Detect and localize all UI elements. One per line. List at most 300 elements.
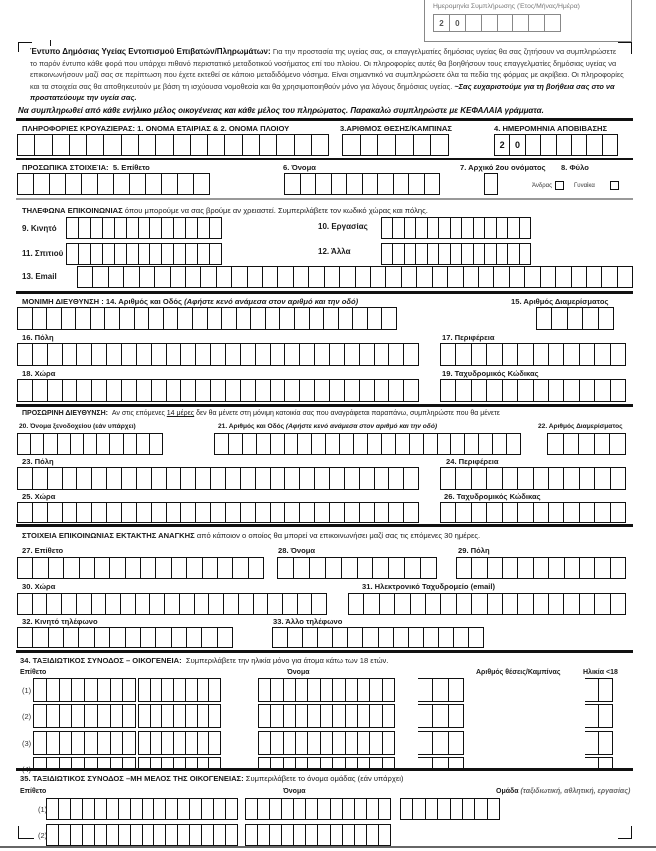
em-email-input[interactable] — [348, 593, 626, 615]
char-cell[interactable] — [123, 732, 136, 754]
char-cell[interactable] — [246, 799, 258, 819]
char-cell[interactable] — [111, 679, 124, 701]
char-cell[interactable] — [300, 503, 315, 522]
char-cell[interactable] — [451, 434, 465, 454]
char-cell[interactable] — [360, 503, 375, 522]
char-cell[interactable] — [534, 468, 549, 489]
char-cell[interactable] — [411, 594, 426, 614]
char-cell[interactable] — [396, 434, 410, 454]
char-cell[interactable] — [266, 308, 281, 329]
char-cell[interactable] — [130, 174, 146, 194]
middle-initial-input[interactable] — [484, 173, 498, 195]
char-cell[interactable] — [497, 244, 508, 264]
char-cell[interactable] — [48, 344, 63, 365]
em-city-input[interactable] — [456, 557, 626, 579]
char-cell[interactable] — [152, 344, 167, 365]
char-cell[interactable] — [580, 558, 595, 578]
char-cell[interactable] — [91, 308, 106, 329]
char-cell[interactable] — [599, 705, 613, 727]
char-cell[interactable] — [241, 468, 256, 489]
char-cell[interactable] — [174, 679, 186, 701]
char-cell[interactable] — [308, 705, 320, 727]
char-cell[interactable] — [47, 679, 60, 701]
em-mobile-input[interactable] — [17, 627, 233, 648]
char-cell[interactable] — [564, 344, 579, 365]
char-cell[interactable] — [210, 244, 222, 264]
char-cell[interactable] — [232, 267, 247, 287]
disembark-date-input[interactable] — [494, 134, 618, 156]
char-cell[interactable] — [611, 594, 626, 614]
surname-input[interactable] — [17, 173, 210, 195]
char-cell[interactable] — [462, 218, 473, 238]
char-cell[interactable] — [572, 267, 587, 287]
char-cell[interactable] — [330, 380, 345, 401]
char-cell[interactable] — [587, 267, 602, 287]
char-cell[interactable] — [260, 135, 277, 155]
char-cell[interactable] — [595, 594, 610, 614]
char-cell[interactable] — [140, 267, 155, 287]
char-cell[interactable] — [80, 558, 95, 578]
char-cell[interactable] — [324, 308, 339, 329]
char-cell[interactable] — [343, 135, 361, 155]
char-cell[interactable] — [556, 267, 571, 287]
char-cell[interactable] — [358, 705, 370, 727]
char-cell[interactable] — [172, 628, 187, 647]
char-cell[interactable] — [111, 705, 124, 727]
char-cell[interactable] — [174, 705, 186, 727]
char-cell[interactable] — [549, 558, 564, 578]
char-cell[interactable] — [389, 344, 404, 365]
char-cell[interactable] — [107, 799, 119, 819]
char-cell[interactable] — [83, 825, 95, 845]
char-cell[interactable] — [152, 503, 167, 522]
char-cell[interactable] — [271, 758, 283, 768]
char-cell[interactable] — [198, 705, 210, 727]
char-cell[interactable] — [441, 344, 456, 365]
char-cell[interactable] — [493, 434, 507, 454]
char-cell[interactable] — [82, 174, 98, 194]
char-cell[interactable] — [284, 758, 296, 768]
char-cell[interactable] — [155, 267, 170, 287]
char-cell[interactable] — [599, 758, 613, 768]
char-cell[interactable] — [167, 344, 182, 365]
char-cell[interactable] — [433, 758, 448, 768]
char-cell[interactable] — [18, 344, 33, 365]
char-cell[interactable] — [111, 758, 124, 768]
char-cell[interactable] — [349, 594, 364, 614]
char-cell[interactable] — [239, 594, 254, 614]
char-cell[interactable] — [226, 799, 238, 819]
family-age-input[interactable] — [585, 731, 613, 755]
char-cell[interactable] — [333, 628, 348, 647]
char-cell[interactable] — [58, 434, 71, 454]
char-cell[interactable] — [109, 267, 124, 287]
char-cell[interactable] — [583, 308, 598, 329]
family-surname-input[interactable] — [33, 731, 136, 755]
char-cell[interactable] — [107, 468, 122, 489]
char-cell[interactable] — [298, 594, 313, 614]
char-cell[interactable] — [98, 174, 114, 194]
char-cell[interactable] — [98, 679, 111, 701]
char-cell[interactable] — [202, 628, 217, 647]
char-cell[interactable] — [285, 174, 301, 194]
family-age-input[interactable] — [585, 704, 613, 728]
char-cell[interactable] — [226, 503, 241, 522]
char-cell[interactable] — [488, 799, 500, 819]
char-cell[interactable] — [195, 594, 210, 614]
char-cell[interactable] — [360, 380, 375, 401]
char-cell[interactable] — [394, 628, 409, 647]
char-cell[interactable] — [254, 594, 269, 614]
char-cell[interactable] — [233, 558, 248, 578]
char-cell[interactable] — [209, 758, 221, 768]
char-cell[interactable] — [325, 267, 340, 287]
char-cell[interactable] — [271, 705, 283, 727]
char-cell[interactable] — [72, 758, 85, 768]
char-cell[interactable] — [95, 628, 110, 647]
char-cell[interactable] — [283, 594, 298, 614]
char-cell[interactable] — [84, 434, 97, 454]
char-cell[interactable] — [34, 705, 47, 727]
char-cell[interactable] — [585, 705, 599, 727]
char-cell[interactable] — [271, 503, 286, 522]
char-cell[interactable] — [211, 380, 226, 401]
char-cell[interactable] — [259, 732, 271, 754]
char-cell[interactable] — [263, 267, 278, 287]
char-cell[interactable] — [603, 135, 618, 155]
char-cell[interactable] — [178, 308, 193, 329]
char-cell[interactable] — [123, 705, 136, 727]
char-cell[interactable] — [18, 503, 33, 522]
char-cell[interactable] — [333, 758, 345, 768]
char-cell[interactable] — [137, 503, 152, 522]
char-cell[interactable] — [466, 15, 482, 31]
char-cell[interactable] — [49, 558, 64, 578]
char-cell[interactable] — [162, 705, 174, 727]
char-cell[interactable] — [449, 732, 464, 754]
char-cell[interactable] — [191, 135, 208, 155]
char-cell[interactable] — [126, 558, 141, 578]
char-cell[interactable] — [383, 758, 395, 768]
char-cell[interactable] — [174, 135, 191, 155]
char-cell[interactable] — [284, 732, 296, 754]
char-cell[interactable] — [426, 594, 441, 614]
char-cell[interactable] — [347, 174, 363, 194]
family-surname-input-cont[interactable] — [138, 678, 221, 702]
char-cell[interactable] — [208, 308, 223, 329]
char-cell[interactable] — [85, 732, 98, 754]
char-cell[interactable] — [18, 174, 34, 194]
char-cell[interactable] — [404, 344, 419, 365]
char-cell[interactable] — [370, 679, 382, 701]
char-cell[interactable] — [71, 799, 83, 819]
char-cell[interactable] — [187, 558, 202, 578]
char-cell[interactable] — [296, 758, 308, 768]
char-cell[interactable] — [418, 705, 433, 727]
char-cell[interactable] — [487, 344, 502, 365]
char-cell[interactable] — [178, 825, 190, 845]
char-cell[interactable] — [77, 468, 92, 489]
char-cell[interactable] — [135, 308, 150, 329]
char-cell[interactable] — [333, 679, 345, 701]
char-cell[interactable] — [310, 558, 326, 578]
char-cell[interactable] — [585, 679, 599, 701]
char-cell[interactable] — [224, 594, 239, 614]
char-cell[interactable] — [122, 380, 137, 401]
char-cell[interactable] — [186, 705, 198, 727]
char-cell[interactable] — [326, 434, 340, 454]
char-cell[interactable] — [162, 679, 174, 701]
char-cell[interactable] — [141, 558, 156, 578]
char-cell[interactable] — [154, 799, 166, 819]
ship-name-input[interactable] — [17, 134, 329, 156]
char-cell[interactable] — [256, 344, 271, 365]
char-cell[interactable] — [414, 135, 432, 155]
char-cell[interactable] — [87, 135, 104, 155]
char-cell[interactable] — [122, 344, 137, 365]
char-cell[interactable] — [295, 308, 310, 329]
char-cell[interactable] — [115, 244, 127, 264]
char-cell[interactable] — [503, 380, 518, 401]
char-cell[interactable] — [534, 558, 549, 578]
char-cell[interactable] — [425, 174, 441, 194]
char-cell[interactable] — [545, 15, 560, 31]
char-cell[interactable] — [433, 705, 448, 727]
char-cell[interactable] — [139, 705, 151, 727]
char-cell[interactable] — [91, 218, 103, 238]
char-cell[interactable] — [370, 758, 382, 768]
char-cell[interactable] — [330, 344, 345, 365]
char-cell[interactable] — [282, 799, 294, 819]
char-cell[interactable] — [580, 503, 595, 522]
char-cell[interactable] — [479, 267, 494, 287]
char-cell[interactable] — [180, 594, 195, 614]
char-cell[interactable] — [488, 594, 503, 614]
char-cell[interactable] — [50, 174, 66, 194]
char-cell[interactable] — [315, 380, 330, 401]
char-cell[interactable] — [518, 558, 533, 578]
char-cell[interactable] — [431, 135, 449, 155]
char-cell[interactable] — [167, 468, 182, 489]
char-cell[interactable] — [47, 705, 60, 727]
char-cell[interactable] — [585, 732, 599, 754]
char-cell[interactable] — [602, 267, 617, 287]
char-cell[interactable] — [137, 434, 150, 454]
char-cell[interactable] — [611, 558, 626, 578]
char-cell[interactable] — [396, 135, 414, 155]
char-cell[interactable] — [296, 732, 308, 754]
char-cell[interactable] — [278, 558, 294, 578]
char-cell[interactable] — [367, 825, 379, 845]
char-cell[interactable] — [321, 679, 333, 701]
char-cell[interactable] — [285, 468, 300, 489]
char-cell[interactable] — [595, 380, 610, 401]
char-cell[interactable] — [246, 825, 258, 845]
char-cell[interactable] — [150, 244, 162, 264]
temp-country-input[interactable] — [17, 502, 419, 523]
char-cell[interactable] — [439, 244, 450, 264]
char-cell[interactable] — [271, 380, 286, 401]
char-cell[interactable] — [137, 468, 152, 489]
temp-region-input[interactable] — [440, 467, 626, 490]
char-cell[interactable] — [214, 825, 226, 845]
char-cell[interactable] — [572, 135, 587, 155]
char-cell[interactable] — [156, 628, 171, 647]
char-cell[interactable] — [67, 218, 79, 238]
perm-street-input[interactable] — [17, 307, 397, 330]
char-cell[interactable] — [585, 758, 599, 768]
char-cell[interactable] — [79, 218, 91, 238]
char-cell[interactable] — [211, 468, 226, 489]
char-cell[interactable] — [171, 267, 186, 287]
char-cell[interactable] — [343, 825, 355, 845]
char-cell[interactable] — [280, 308, 295, 329]
char-cell[interactable] — [270, 799, 282, 819]
char-cell[interactable] — [346, 758, 358, 768]
char-cell[interactable] — [404, 468, 419, 489]
char-cell[interactable] — [312, 135, 329, 155]
char-cell[interactable] — [70, 135, 87, 155]
char-cell[interactable] — [210, 218, 222, 238]
nonfamily-name-input[interactable] — [245, 824, 391, 846]
char-cell[interactable] — [217, 267, 232, 287]
char-cell[interactable] — [258, 825, 270, 845]
char-cell[interactable] — [410, 434, 424, 454]
char-cell[interactable] — [63, 344, 78, 365]
char-cell[interactable] — [186, 732, 198, 754]
char-cell[interactable] — [331, 825, 343, 845]
char-cell[interactable] — [549, 344, 564, 365]
char-cell[interactable] — [371, 267, 386, 287]
char-cell[interactable] — [475, 799, 487, 819]
char-cell[interactable] — [358, 558, 374, 578]
char-cell[interactable] — [300, 380, 315, 401]
char-cell[interactable] — [282, 825, 294, 845]
family-cabin-input[interactable] — [418, 678, 464, 702]
temp-apartment-input[interactable] — [547, 433, 626, 455]
char-cell[interactable] — [564, 380, 579, 401]
char-cell[interactable] — [321, 705, 333, 727]
char-cell[interactable] — [174, 244, 186, 264]
char-cell[interactable] — [18, 308, 33, 329]
char-cell[interactable] — [152, 468, 167, 489]
char-cell[interactable] — [196, 380, 211, 401]
char-cell[interactable] — [136, 594, 151, 614]
char-cell[interactable] — [315, 344, 330, 365]
char-cell[interactable] — [316, 174, 332, 194]
char-cell[interactable] — [379, 799, 391, 819]
char-cell[interactable] — [225, 135, 242, 155]
char-cell[interactable] — [404, 503, 419, 522]
char-cell[interactable] — [209, 594, 224, 614]
nonfamily-group-input[interactable] — [400, 798, 500, 820]
char-cell[interactable] — [449, 679, 464, 701]
char-cell[interactable] — [190, 799, 202, 819]
char-cell[interactable] — [296, 679, 308, 701]
char-cell[interactable] — [110, 628, 125, 647]
char-cell[interactable] — [122, 503, 137, 522]
char-cell[interactable] — [110, 434, 123, 454]
char-cell[interactable] — [448, 267, 463, 287]
char-cell[interactable] — [370, 732, 382, 754]
char-cell[interactable] — [186, 244, 198, 264]
char-cell[interactable] — [549, 380, 564, 401]
char-cell[interactable] — [79, 628, 94, 647]
char-cell[interactable] — [451, 218, 462, 238]
char-cell[interactable] — [449, 758, 464, 768]
char-cell[interactable] — [428, 218, 439, 238]
char-cell[interactable] — [194, 174, 210, 194]
nonfamily-surname-input[interactable] — [46, 798, 238, 820]
char-cell[interactable] — [472, 380, 487, 401]
char-cell[interactable] — [198, 732, 210, 754]
cabin-number-input[interactable] — [342, 134, 449, 156]
char-cell[interactable] — [198, 244, 210, 264]
other-phone-input[interactable] — [381, 243, 531, 265]
perm-country-input[interactable] — [17, 379, 419, 402]
char-cell[interactable] — [48, 380, 63, 401]
char-cell[interactable] — [433, 267, 448, 287]
char-cell[interactable] — [451, 244, 462, 264]
char-cell[interactable] — [196, 468, 211, 489]
char-cell[interactable] — [340, 434, 354, 454]
char-cell[interactable] — [48, 503, 63, 522]
char-cell[interactable] — [618, 267, 633, 287]
char-cell[interactable] — [375, 380, 390, 401]
char-cell[interactable] — [439, 628, 454, 647]
char-cell[interactable] — [393, 218, 404, 238]
char-cell[interactable] — [47, 799, 59, 819]
char-cell[interactable] — [124, 434, 137, 454]
char-cell[interactable] — [271, 434, 285, 454]
em-other-phone-input[interactable] — [272, 627, 484, 648]
char-cell[interactable] — [541, 135, 556, 155]
char-cell[interactable] — [456, 468, 471, 489]
char-cell[interactable] — [33, 594, 48, 614]
char-cell[interactable] — [330, 503, 345, 522]
char-cell[interactable] — [457, 558, 472, 578]
char-cell[interactable] — [209, 705, 221, 727]
char-cell[interactable] — [379, 825, 391, 845]
char-cell[interactable] — [18, 468, 33, 489]
char-cell[interactable] — [518, 380, 533, 401]
char-cell[interactable] — [122, 468, 137, 489]
char-cell[interactable] — [85, 758, 98, 768]
char-cell[interactable] — [375, 503, 390, 522]
char-cell[interactable] — [67, 244, 79, 264]
char-cell[interactable] — [301, 174, 317, 194]
char-cell[interactable] — [472, 344, 487, 365]
char-cell[interactable] — [395, 594, 410, 614]
char-cell[interactable] — [465, 434, 479, 454]
char-cell[interactable] — [85, 705, 98, 727]
char-cell[interactable] — [518, 468, 533, 489]
char-cell[interactable] — [339, 308, 354, 329]
char-cell[interactable] — [97, 434, 110, 454]
char-cell[interactable] — [360, 344, 375, 365]
char-cell[interactable] — [151, 758, 163, 768]
char-cell[interactable] — [143, 799, 155, 819]
char-cell[interactable] — [565, 558, 580, 578]
char-cell[interactable] — [33, 344, 48, 365]
char-cell[interactable] — [211, 344, 226, 365]
char-cell[interactable] — [485, 218, 496, 238]
char-cell[interactable] — [110, 558, 125, 578]
char-cell[interactable] — [218, 628, 233, 647]
char-cell[interactable] — [525, 267, 540, 287]
char-cell[interactable] — [416, 218, 427, 238]
home-phone-input[interactable] — [66, 243, 222, 265]
